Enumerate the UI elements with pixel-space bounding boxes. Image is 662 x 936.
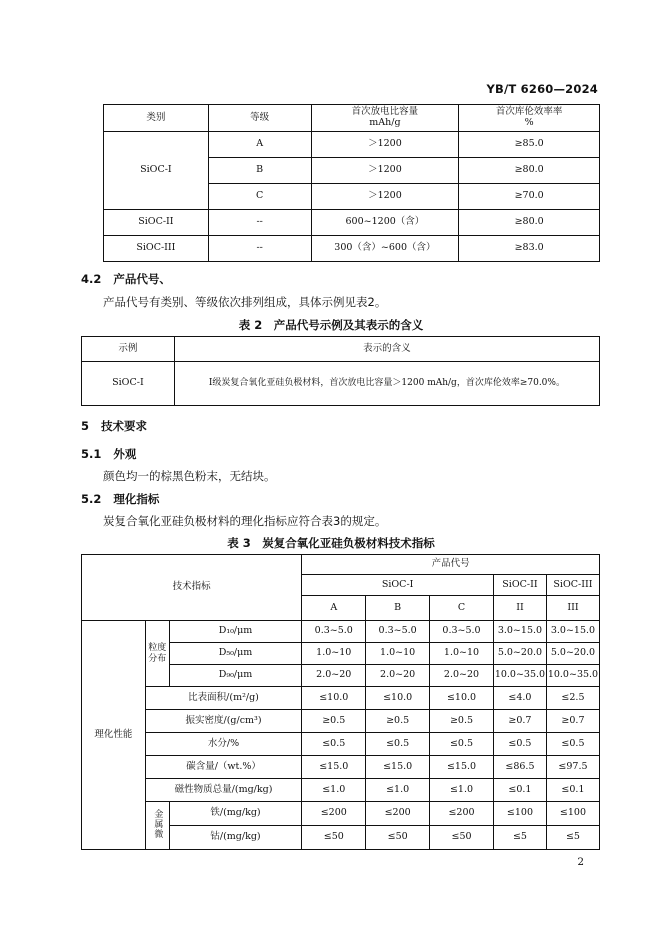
section-5-1-body: 颜色均一的棕黑色粉末，无结块。 (103, 469, 276, 483)
efficiency-cell: ≥85.0 (459, 132, 600, 158)
value-cell: ≤0.1 (546, 779, 599, 802)
value-cell: 1.0~10 (302, 643, 366, 665)
value-cell: 5.0~20.0 (493, 643, 546, 665)
row-label: 磁性物质总量/(mg/kg) (145, 779, 302, 802)
efficiency-cell: ≥80.0 (459, 158, 600, 184)
value-cell: ≤0.5 (302, 733, 366, 756)
header-sioc3: SiOC-III (546, 575, 599, 596)
page-number: 2 (577, 856, 584, 868)
section-4-2-body: 产品代号有类别、等级依次排列组成，具体示例见表2。 (103, 295, 387, 309)
value-cell: ≤50 (366, 826, 430, 850)
value-cell: 1.0~10 (430, 643, 494, 665)
value-cell: ≥0.5 (302, 710, 366, 733)
meaning-cell: I级炭复合氧化亚硅负极材料，首次放电比容量＞1200 mAh/g，首次库伦效率≥70.0%。 (174, 362, 599, 406)
value-cell: ≥0.5 (430, 710, 494, 733)
group-label: 理化性能 (82, 621, 146, 850)
value-cell: 3.0~15.0 (493, 621, 546, 643)
value-cell: ≤15.0 (302, 756, 366, 779)
value-cell: ≤100 (493, 802, 546, 826)
value-cell: ≤0.5 (493, 733, 546, 756)
row-label: 钴/(mg/kg) (169, 826, 302, 850)
grade-cell: C (208, 184, 311, 210)
section-4-2-heading: 4.2 产品代号、 (81, 272, 171, 286)
header-efficiency: 首次库伦效率率 % (459, 105, 600, 132)
value-cell: ≤50 (430, 826, 494, 850)
grade-cell: -- (208, 236, 311, 262)
section-5-1-heading: 5.1 外观 (81, 447, 137, 461)
value-cell: 2.0~20 (302, 665, 366, 687)
row-label: D₅₀/μm (169, 643, 302, 665)
capacity-cell: 600~1200（含） (311, 210, 459, 236)
section-5-2-body: 炭复合氧化亚硅负极材料的理化指标应符合表3的规定。 (103, 514, 387, 528)
capacity-cell: ＞1200 (311, 184, 459, 210)
metal-label: 金属微 (145, 802, 169, 850)
value-cell: ≤1.0 (302, 779, 366, 802)
header-sioc1: SiOC-I (302, 575, 494, 596)
value-cell: ≥0.7 (493, 710, 546, 733)
grade-ii: II (493, 596, 546, 621)
table3-caption: 表 3 炭复合氧化亚硅负极材料技术指标 (227, 536, 435, 550)
standard-number: YB/T 6260—2024 (486, 82, 598, 96)
technical-spec-table (81, 554, 600, 850)
value-cell: 5.0~20.0 (546, 643, 599, 665)
value-cell: ≤0.5 (546, 733, 599, 756)
value-cell: 2.0~20 (430, 665, 494, 687)
value-cell: 10.0~35.0 (493, 665, 546, 687)
grade-c: C (430, 596, 494, 621)
value-cell: ≤200 (366, 802, 430, 826)
value-cell: 2.0~20 (366, 665, 430, 687)
value-cell: ≤200 (430, 802, 494, 826)
value-cell: ≤10.0 (366, 687, 430, 710)
value-cell: ≤0.5 (430, 733, 494, 756)
value-cell: ≤0.5 (366, 733, 430, 756)
value-cell: ≤15.0 (430, 756, 494, 779)
capacity-cell: ＞1200 (311, 158, 459, 184)
grade-b: B (366, 596, 430, 621)
value-cell: 3.0~15.0 (546, 621, 599, 643)
efficiency-cell: ≥70.0 (459, 184, 600, 210)
efficiency-cell: ≥83.0 (459, 236, 600, 262)
row-label: 铁/(mg/kg) (169, 802, 302, 826)
product-code-table (81, 336, 600, 406)
value-cell: ≤5 (546, 826, 599, 850)
category-cell: SiOC-I (104, 132, 209, 210)
grade-cell: B (208, 158, 311, 184)
capacity-grade-table (103, 104, 600, 262)
value-cell: ≤1.0 (430, 779, 494, 802)
category-cell: SiOC-II (104, 210, 209, 236)
value-cell: ≥0.5 (366, 710, 430, 733)
value-cell: ≤5 (493, 826, 546, 850)
header-grade: 等级 (208, 105, 311, 132)
value-cell: ≤100 (546, 802, 599, 826)
value-cell: ≤1.0 (366, 779, 430, 802)
value-cell: 0.3~5.0 (366, 621, 430, 643)
section-5-heading: 5 技术要求 (81, 419, 148, 433)
value-cell: ≤10.0 (430, 687, 494, 710)
value-cell: 0.3~5.0 (302, 621, 366, 643)
row-label: 碳含量/（wt.%） (145, 756, 302, 779)
value-cell: ≤4.0 (493, 687, 546, 710)
value-cell: 1.0~10 (366, 643, 430, 665)
header-product-code: 产品代号 (302, 555, 600, 575)
row-label: 振实密度/(g/cm³) (145, 710, 302, 733)
row-label: 水分/% (145, 733, 302, 756)
grade-iii: III (546, 596, 599, 621)
example-cell: SiOC-I (82, 362, 175, 406)
grade-cell: -- (208, 210, 311, 236)
value-cell: ≤10.0 (302, 687, 366, 710)
header-capacity: 首次放电比容量 mAh/g (311, 105, 459, 132)
table2-caption: 表 2 产品代号示例及其表示的含义 (238, 318, 424, 332)
header-meaning: 表示的含义 (174, 337, 599, 362)
value-cell: ≤15.0 (366, 756, 430, 779)
value-cell: ≤0.1 (493, 779, 546, 802)
header-sioc2: SiOC-II (493, 575, 546, 596)
row-label: D₁₀/μm (169, 621, 302, 643)
efficiency-cell: ≥80.0 (459, 210, 600, 236)
header-tech: 技术指标 (82, 555, 302, 621)
section-5-2-heading: 5.2 理化指标 (81, 492, 160, 506)
row-label: 比表面积/(m²/g) (145, 687, 302, 710)
grade-a: A (302, 596, 366, 621)
header-category: 类别 (104, 105, 209, 132)
granularity-label: 粒度分布 (145, 621, 169, 687)
category-cell: SiOC-III (104, 236, 209, 262)
header-example: 示例 (82, 337, 175, 362)
value-cell: ≤2.5 (546, 687, 599, 710)
value-cell: ≤50 (302, 826, 366, 850)
value-cell: ≤97.5 (546, 756, 599, 779)
value-cell: ≥0.7 (546, 710, 599, 733)
value-cell: 10.0~35.0 (546, 665, 599, 687)
capacity-cell: 300（含）~600（含） (311, 236, 459, 262)
capacity-cell: ＞1200 (311, 132, 459, 158)
value-cell: ≤86.5 (493, 756, 546, 779)
value-cell: ≤200 (302, 802, 366, 826)
value-cell: 0.3~5.0 (430, 621, 494, 643)
row-label: D₉₀/μm (169, 665, 302, 687)
grade-cell: A (208, 132, 311, 158)
